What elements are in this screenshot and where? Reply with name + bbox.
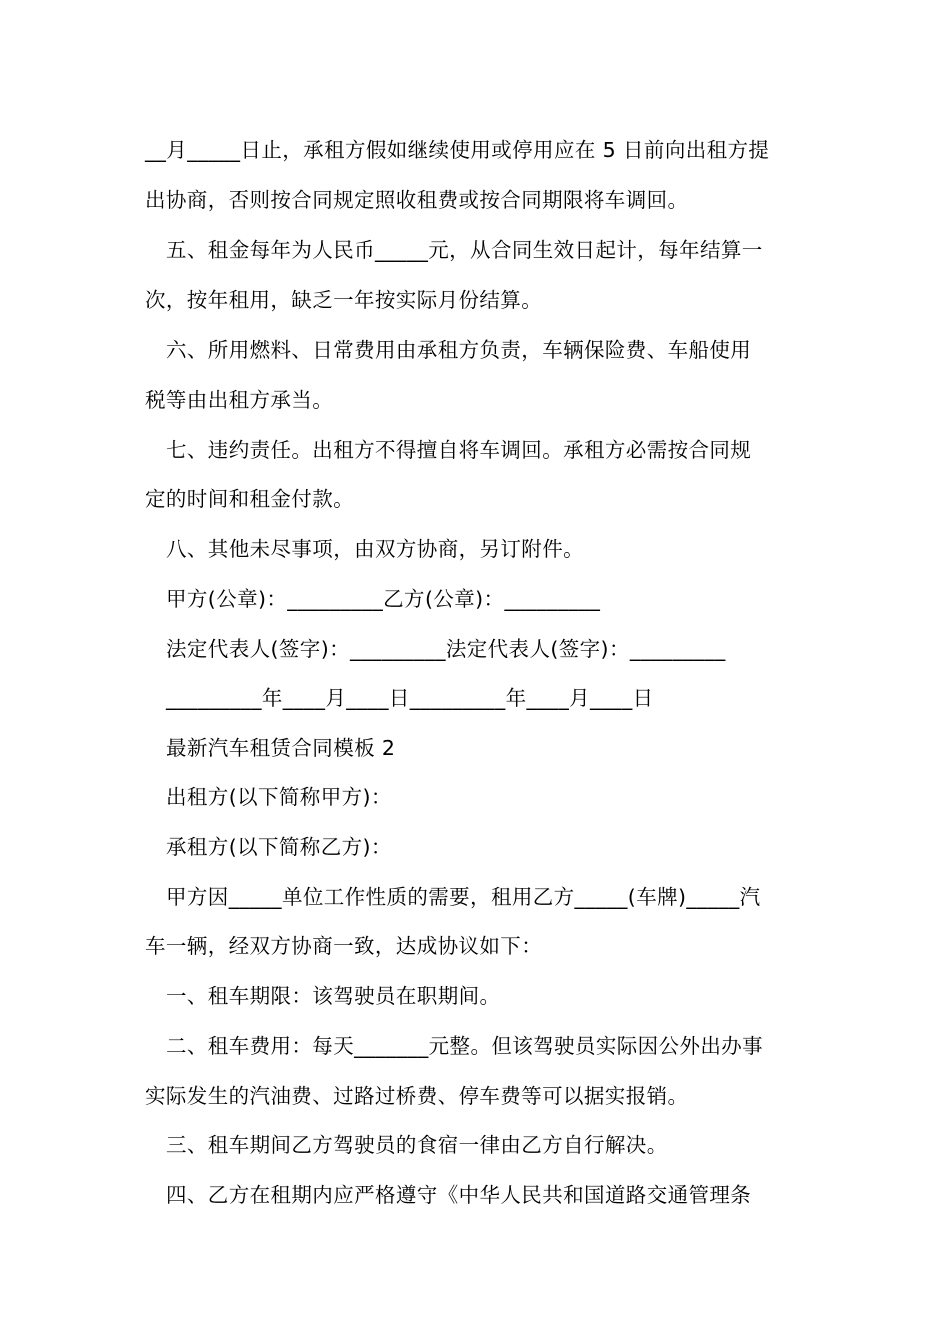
text-line-7: 七、违约责任。出租方不得擅自将车调回。承租方必需按合同规 <box>166 438 752 462</box>
text-line-18: 一、租车期限：该驾驶员在职期间。 <box>166 984 501 1008</box>
text-line-2: 出协商，否则按合同规定照收租费或按合同期限将车调回。 <box>145 188 689 212</box>
text-line-13: 最新汽车租赁合同模板 2 <box>166 736 396 760</box>
text-line-14: 出租方(以下简称甲方)： <box>166 785 392 809</box>
text-line-11: 法定代表人(签字)：_________法定代表人(签字)：_________ <box>166 637 726 661</box>
text-line-16: 甲方因_____单位工作性质的需要，租用乙方_____(车牌)_____汽 <box>166 885 761 909</box>
text-line-5: 六、所用燃料、日常费用由承租方负责，车辆保险费、车船使用 <box>166 338 752 362</box>
text-line-10: 甲方(公章)：_________乙方(公章)：_________ <box>166 587 601 611</box>
text-line-22: 四、乙方在租期内应严格遵守《中华人民共和国道路交通管理条 <box>166 1183 752 1207</box>
text-line-6: 税等由出租方承当。 <box>145 388 334 412</box>
text-line-4: 次，按年租用，缺乏一年按实际月份结算。 <box>145 288 543 312</box>
text-line-19: 二、租车费用：每天_______元整。但该驾驶员实际因公外出办事 <box>166 1034 764 1058</box>
text-line-21: 三、租车期间乙方驾驶员的食宿一律由乙方自行解决。 <box>166 1133 668 1157</box>
text-line-9: 八、其他未尽事项，由双方协商，另订附件。 <box>166 537 584 561</box>
text-line-8: 定的时间和租金付款。 <box>145 487 354 511</box>
text-line-17: 车一辆，经双方协商一致，达成协议如下： <box>145 934 543 958</box>
text-line-3: 五、租金每年为人民币_____元，从合同生效日起计，每年结算一 <box>166 238 763 262</box>
text-line-15: 承租方(以下简称乙方)： <box>166 835 392 859</box>
text-line-12: _________年____月____日_________年____月____日 <box>166 686 654 710</box>
text-line-20: 实际发生的汽油费、过路过桥费、停车费等可以据实报销。 <box>145 1084 689 1108</box>
text-line-1: __月_____日止，承租方假如继续使用或停用应在 5 日前向出租方提 <box>145 138 770 162</box>
